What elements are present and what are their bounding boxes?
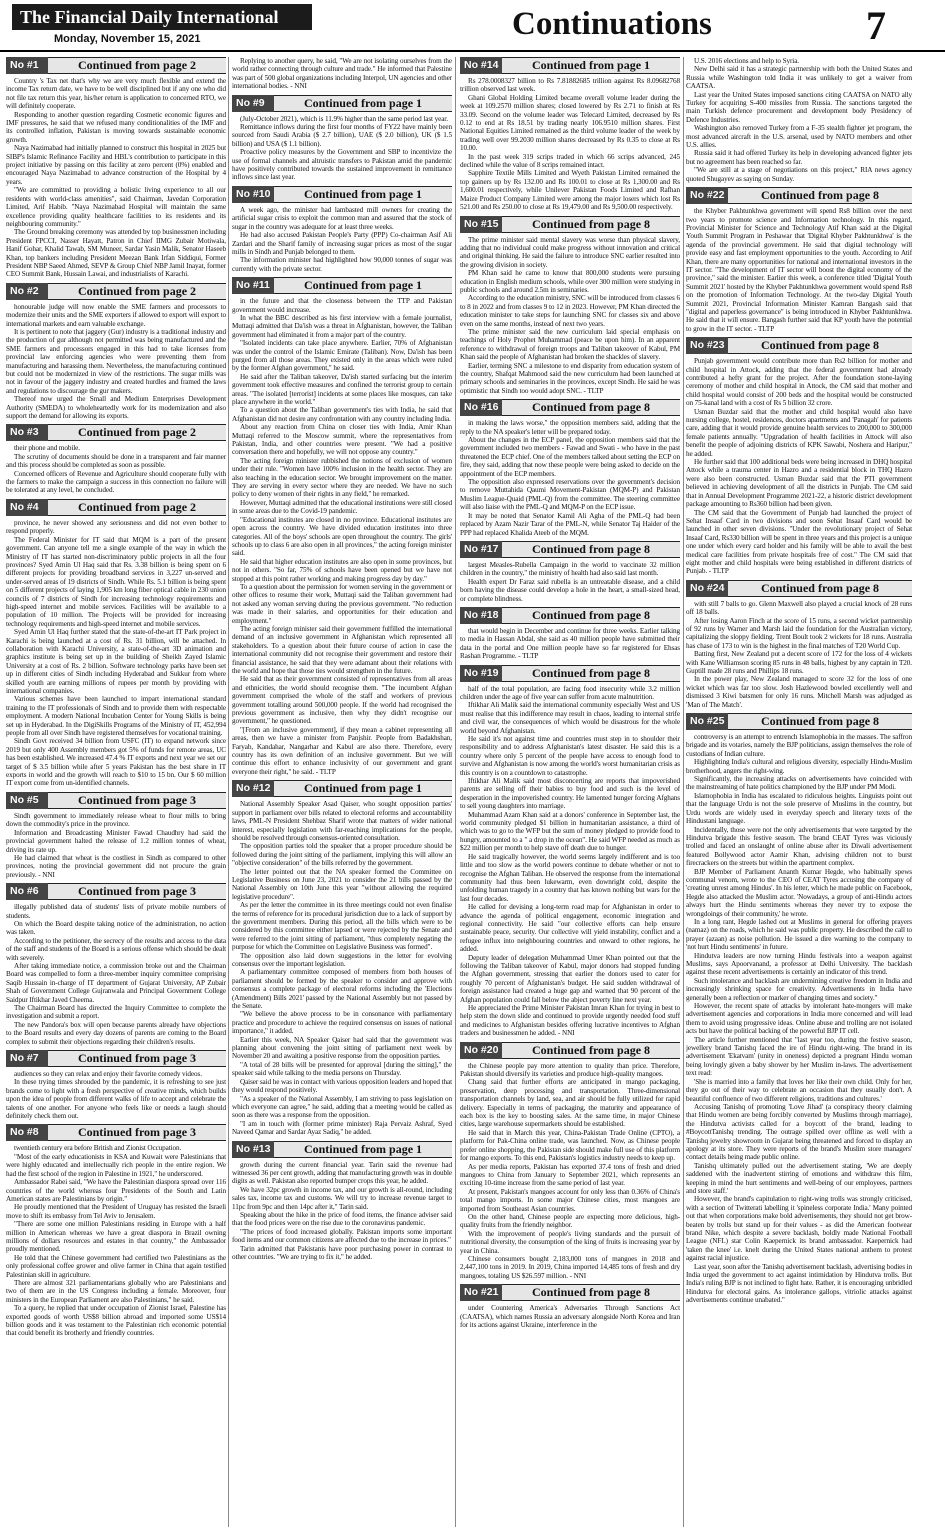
continuation-label: Continued from page 3 xyxy=(77,884,197,899)
continuation-label: Continued from page 3 xyxy=(77,792,197,807)
paragraph: Earlier, terming SNC a milestone to end disparity from education system of the country, Shafqat Mahmood said the new curriculum had been launched at primary schools and seminaries in the provinces, except Sindh. He said he was optimistic that Sindh too would adopt SNC. - TLTP xyxy=(460,361,680,395)
article-number: No #24 xyxy=(686,580,728,597)
paragraph: the Khyber Pakhtunkhwa government will spend Rs8 billion over the next two years to promote science and Information technology. In this regard, Provincial Minister for Science and Technology Atif Khan said at the Digital Youth Summit Program in Peshawar that 'Digital Khyber Pakhtunkhwa' is the agenda of the provincial government. He said that digital technology will provide easy and fast employment opportunities to the youth. According to Atif Khan, there are many opportunities for national and international investors in the IT sector. "The development of IT sector will boost the digital economy of the province," said the minister. Earlier this week, a conference titled 'Digital Youth Summit 2021' hosted by the Khyber Pakhtunkhwa government would spend Rs8 on the promotion of Information Technology. At the two-day Digital Youth Summit 2021, Provincial Information Minister Kamran Bangash said that "digital and paperless governance" is being introduced in Khyber Pakhtunkhwa. He said that it will ensure. Bangash further said that KP youth have the potential to grow in the IT sector. - TLTP xyxy=(686,207,912,333)
article-number: No #12 xyxy=(232,780,274,797)
article-number: No #13 xyxy=(232,1141,274,1158)
article-header xyxy=(6,1050,226,1067)
paragraph: To a question about the Taliban government's ties with India, he said that Afghanistan did not desire any confrontation with any country including India. xyxy=(232,406,452,423)
article-header xyxy=(6,792,226,809)
paragraph: In these trying times shrouded by the pandemic, it is refreshing to see just brands come to light with a fresh perspective of creative minds, which builds upon the idea of people from different walks of life to accept and celebrate the talents of one another. For anyone who feels like or needs a laugh should definitely check them out. xyxy=(6,1078,226,1121)
paragraph: Batting first, New Zealand put a decent score of 172 for the loss of 4 wickets with Kane Williamson scoring 85 runs in 48 balls, highest by any captain in T20. Guptill made 28 runs and Phillips 18 runs. xyxy=(686,650,912,675)
paragraph: Ambassador Rabei said, "We have the Palestinian diaspora spread over 116 countries of the world whereas four Presidents of the South and Latin American states are Palestinians by origin." xyxy=(6,1178,226,1203)
paragraph: However, the recent spate of attacks by intolerant hate-mongers will make advertisement agencies and corporations in India more concerned and will lead them to avoid using progressive ideas. Online abuse and trolling are not isolated acts but have the political backing of the powerful BJP IT cell. xyxy=(686,1002,912,1036)
paragraph: To a question about the permission for women serving in the government or other offices to resume their work, Muttaqi said the Taliban government had not asked any woman serving during the previous government. "No reduction was made in their salaries, and opportunities for their education and employment." xyxy=(232,582,452,625)
paragraph: Syed Amin Ul Haq further stated that the state-of-the-art IT Park project in Karachi is being launched at a cost of Rs. 31 billion, will be attached. In collaboration with Karachi University, a state-of-the-art 3D animation and graphics institute is being set up in the building of Sheikh Zayed Islamic University at a cost of Rs. 2 billion. Software technology parks have been set up in different cities of Sindh including Hyderabad and Sukkur from where skilled youth are earning millions of rupees per month by providing with international companies. xyxy=(6,628,226,695)
paragraph: 'She is married into a family that loves her like their own child. Only for her, they go out of their way to celebrate an occasion that they usually don't. A beautiful confluence of two different religions, traditions and cultures.' xyxy=(686,1077,912,1103)
paragraph: Tanishq ultimately pulled out the advertisement stating, 'We are deeply saddened with the inadvertent stirring of emotions and withdraw this film, keeping in mind the hurt sentiments and well-being of our employees, partners and store staff.' xyxy=(686,1161,912,1195)
article xyxy=(460,1284,680,1329)
paragraph: "The prices of food increased globally. Pakistan imports some important food items and our common citizens are affected due to the increase in prices." xyxy=(232,1227,452,1245)
continuation-label: Continued from page 2 xyxy=(77,499,197,514)
paragraph: The new Pandora's box will open because parents already have objections to the Board results and every day dozens of parents are coming to the Board complex to submit their objections regarding their children's results. xyxy=(6,1020,226,1046)
paragraph: On the other hand, Chinese people are expecting more delicious, high-quality fruits from the friendly neighbor. xyxy=(460,1212,680,1230)
paragraph: Ghani Global Holding Limited became overall volume leader during the week at 109.2570 million shares; closed lowered by Rs 2.71 to finish at Rs 33.09. Second on the volume leader was Telecard Limited, decreased by Rs 0.12 to end at Rs 18.51 by trading nearly 106.9510 million shares. First National Equities Limited remained as the third volume leader of the week by trading well over 99.2030 million shares decreased by Rs 0.35 to close at Rs 10.00. xyxy=(460,93,680,153)
paragraph: that would begin in December and continue for three weeks. Earlier talking to media in Hassan Abdal, she said as 40 million people have submitted their data in the portal and One million people have so far registered for Ehsas Rashan Programme. - TLTP xyxy=(460,626,680,661)
article-header xyxy=(232,1141,452,1158)
article-number: No #9 xyxy=(232,95,274,112)
paragraph: Iftikhar Ali Malik said most disconcerting are reports that impoverished parents are selling off their babies to buy food and such is the level of desperation in the impoverished country. He lamented hunger forcing Afghans to sell young daughters into marriage. xyxy=(460,777,680,811)
paragraph: About the changes in the ECP panel, the opposition members said that the government included two members - Fawad and Swati - who have in the past threatened the ECP chief. One of the members talked about setting the ECP on fire, they said, adding that now these people were being asked to decide on the appointment of the ECP members. xyxy=(460,436,680,478)
article-header xyxy=(232,780,452,797)
issue-date: Monday, November 15, 2021 xyxy=(54,33,201,45)
paragraph: He called for devising a long-term road map for Afghanistan in order to advance the agenda of political engagement, economic integration and regional connectivity. He said "our collective efforts can help ensure sustainable peace, security. Our collective will yield instability, conflict and a refugee influx into neighbouring countries and onward to other regions, he added. xyxy=(460,903,680,954)
paragraph: In the past week 319 scrips traded in which 66 scrips advanced, 245 declined while the value of 8 scrips remained intact. xyxy=(460,152,680,170)
paragraph: It may be noted that Senator Kamil Ali Agha of the PML-Q had been replaced by Azam Nazir Tarar of the PML-N, while Senator Taj Haider of the PPP had replaced Khalida Ateeb of the MQM. xyxy=(460,511,680,537)
column-3 xyxy=(460,57,680,1527)
article-header xyxy=(460,607,680,624)
article xyxy=(460,665,680,1038)
paragraph: On which the Board despite taking notice of the administration, no action was taken. xyxy=(6,919,226,937)
paragraph: Muhammad Azam Khan said at a donors' conference in September last, the world community pledged $1 billion in humanitarian assistance, a third of which was to go to the WFP but the sum of money pledged to provide food to hungry, amounted to a " a drop in the ocean". He said WFP needed as much as $22 million per month to help stave off death due to hunger. xyxy=(460,810,680,853)
paragraph: New Delhi said it has a strategic partnership with both the United States and Russia while Washington told India it was unlikely to get a waiver from CAATSA. xyxy=(686,65,912,91)
column-divider xyxy=(683,57,684,1527)
article-body xyxy=(6,1144,226,1337)
paragraph: "As a speaker of the National Assembly, I am striving to pass legislation on which everyone can agree," he said, adding that a meeting would be called as soon as there was a response from the opposition. xyxy=(232,1094,452,1120)
article-number: No #1 xyxy=(6,57,48,74)
paragraph: The article further mentioned that "last year too, during the festive season, jewellery brand Tanishq faced the ire of Hindu right-wing. The brand in its advertisement 'Ekatvam' (unity in oneness) depicted a pregnant Hindu woman being lovingly given a baby shower by her Muslim in-laws. The advertisement text read: xyxy=(686,1035,912,1078)
article-body xyxy=(6,903,226,1046)
continuation-label: Continued from page 8 xyxy=(760,338,880,353)
article-number: No #3 xyxy=(6,424,48,441)
article-header xyxy=(460,541,680,558)
continuation-label: Continued from page 1 xyxy=(303,1141,423,1156)
paragraph: Washington also removed Turkey from a F-35 stealth fighter jet program, the most advanced aircraft in the U.S. arsenal, used by NATO members and other U.S. allies. xyxy=(686,124,912,150)
article-header xyxy=(6,499,226,516)
article-body xyxy=(6,519,226,788)
paragraph: Highlighting India's cultural and religious diversity, especially Hindu-Muslim brotherhood, angers the right-wing. xyxy=(686,758,912,775)
article xyxy=(6,499,226,788)
masthead xyxy=(0,0,945,52)
article-body xyxy=(232,57,452,91)
continuation-label: Continued from page 1 xyxy=(303,186,423,201)
paragraph: Sindh Govt received 34 billion from USFC (IT) to expand network since 2019 but only 400 Assembly members got 5% of funds for remote areas, UC has been established. We increased 47.4 % IT exports and next year we set our target of $ 3.5 billion while after 5 years Pakistan has the best share in IT exports in world and the growth will reach to $10 to 15 bn. Our $ 60 million IT export come from un-identified channels. xyxy=(6,737,226,788)
paragraph: largest Measles-Rubella Campaign in the world to vaccinate 32 million children in the country," the ministry of health had also said last month. xyxy=(460,560,680,578)
article-header xyxy=(6,424,226,441)
paragraph: Various schemes have been launched to impart international standard training to the IT professionals of Sindh and to provide them with respectable employment. A modern National Incubation Center for Young Skills is being set up in Hyderabad. In the DigiSkills Programs of the Ministry of IT, 452,994 people from all over Sindh have registered themselves for vocational training. xyxy=(6,695,226,738)
article-number: No #17 xyxy=(460,541,502,558)
paragraph: Chinese consumers bought 2,183,000 tons of mangoes in 2018 and 2,447,100 tons in 2019. In 2019, China imported 14,485 tons of fresh and dry mangoes, totaling US $26.597 million. - NNI xyxy=(460,1254,680,1280)
article-number: No #2 xyxy=(6,283,48,300)
article xyxy=(460,607,680,661)
paragraph: It is pertinent to note that jaggery (Gur) industry is a traditional industry and the production of gur although not permitted was being manufactured and the SME farmers and processors engaged in this had to take licenses from provincial law enforcing agencies who were preventing them from manufacturing and harassing them. Nevertheless, the manufacturing continued but could not be modernized in view of the restrictions. The sugar mills was not in favour of the jaggery industry and created hurdles and framed the laws and regulations to discourage the gur makers. xyxy=(6,327,226,395)
article-number: No #8 xyxy=(6,1124,48,1141)
article-header xyxy=(460,1042,680,1059)
continuation-label: Continued from page 8 xyxy=(531,541,651,556)
paragraph: Sapphire Textile Mills Limited and Wyeth Pakistan Limited remained the top gainers up by Rs 132.00 and Rs 100.01 to close at Rs 1,300.00 and Rs 1,600.01 respectively, while Unilever Pakistan Foods Limited and Rafhan Maize Product Company Limited were among the major losers which lost Rs 521.00 and Rs 250.00 to close at Rs 19,479.00 and Rs 9,500.00 respectively. xyxy=(460,169,680,212)
article-number: No #23 xyxy=(686,337,728,354)
paragraph: The prime minister said mental slavery was worse than physical slavery, adding that no individual could make progress without innovation and critical and original thinking. He said the failure to introduce SNC earlier resulted into the growing division in society. xyxy=(460,235,680,269)
continuation-label: Continued from page 8 xyxy=(760,714,880,729)
page-number: 7 xyxy=(866,3,886,48)
paragraph: In a long rant, Hegde lashed out at Muslims in general for offering prayers (namaz) on the roads, which he said was public property. He described the call to prayer (azaan) as noise pollution. He issued a dire warning to the company to 'not hurt Hindu sentiments' in future. xyxy=(686,917,912,952)
article xyxy=(232,780,452,1136)
article-header xyxy=(460,57,680,74)
article-number: No #16 xyxy=(460,399,502,416)
paragraph: Tarin admitted that Pakistanis have poor purchasing power in contrast to other countries. "We are trying to fix it," he added. xyxy=(232,1244,452,1261)
article-header xyxy=(460,665,680,682)
article-header xyxy=(6,1124,226,1141)
article-header xyxy=(232,95,452,112)
article-body xyxy=(460,561,680,603)
article xyxy=(686,713,912,1305)
paragraph: A parliamentary committee composed of members from both houses of parliament should be formed by the speaker to consider and approve with consensus a complete package of electoral reforms including the 'Elections (Amendment) Bills 2021' passed by the National Assembly but not passed by the Senate. xyxy=(232,968,452,1011)
paragraph: "Educational institutes are closed in no province. Educational institutes are open across the country. We have divided education institutes into three categories. All of the boys' schools are open throughout the country. The girls' schools up to class 6 are also open in all provinces," the acting foreign minister said. xyxy=(232,515,452,558)
paragraph: After losing Aaron Finch at the score of 15 runs, a second wicket partnership of 92 runs by Warner and Marsh laid the foundation for the Australian victory, capitalizing the sloppy fielding. Trent Boult took 2 wickets for 18 runs. Australia has chase of 173 to win is the highest in the final matches of T20 World Cup. xyxy=(686,616,912,650)
paragraph: Punjab government would contribute more than Rs2 billion for mother and child hospital in Attock, adding that the federal government had already contributed a hefty grant for the project. After the foundation stone-laying ceremony of mother and child hospital in Attock, the CM said that mother and child hospital would consist of 200 beds and the hospital would be constructed on 75-kanal land with a cost of Rs 5 billion 32 crore. xyxy=(686,357,912,408)
paragraph: Thereof now urged the Small and Medium Enterprises Development Authority (SMEDA) to wholeheartedly work for its modernization and also support the demand for allowing its exports. xyxy=(6,395,226,421)
article-body xyxy=(6,1070,226,1120)
paragraph: However, Muttaqi admitted that the educational institutions were still closed in some areas due to the Covid-19 pandemic. xyxy=(232,498,452,516)
paragraph: A week ago, the minister had lambasted mill owners for creating the artificial sugar crisis to exploit the common man and assured that the stock of sugar in the country was adequate for at least three weeks. xyxy=(232,205,452,231)
paragraph: the Chinese people pay more attention to quality than price. Therefore, Pakistan should diversify its varieties and produce high-quality mangoes. xyxy=(460,1061,680,1079)
article-body xyxy=(232,1161,452,1262)
article-number: No #25 xyxy=(686,713,728,730)
paragraph: Last year, soon after the Tanishq advertisement backlash, advertising bodies in India urged the government to act against intimidation by Hindutva trolls. But India's ruling BJP is not inclined to fight hate. Rather, it is encouraging unbridled Hindutva for electoral gains. As intolerance gallops, vitriolic attacks against advertisements continue unabated." xyxy=(686,1262,912,1305)
article xyxy=(232,95,452,182)
column-1 xyxy=(6,57,226,1527)
article-body xyxy=(686,357,912,576)
article xyxy=(686,187,912,333)
article-body xyxy=(460,685,680,1038)
continuation-label: Continued from page 1 xyxy=(303,278,423,293)
paragraph: Speaking about the hike in the price of food items, the finance adviser said that the food prices were on the rise due to the coronavirus pandemic. xyxy=(232,1210,452,1228)
paragraph: The letter pointed out that the NA speaker formed the Committee on Legislative Business on June 23, 2021 to consider the 21 bills passed by the National Assembly on 10th June this year "without allowing the required legislative procedure". xyxy=(232,867,452,901)
article xyxy=(686,580,912,709)
paragraph: Incidentally, those were not the only advertisements that were targeted by the Hindutva brigade this festive season. The brand CEAT Tyres was viciously trolled and faced an onslaught of online abuse after its Diwali advertisement featured Bollywood actor Aamir Khan, advising children not to burst firecrackers on the streets but within the apartment complex. xyxy=(686,825,912,868)
paragraph: Iftikhar Ali Malik said the international community especially West and US must realise that this indifference may result in chaos, leading to internal strife and civil war, the consequences of which would be disastrous for the whole world beyond Afghanistan. xyxy=(460,701,680,735)
paragraph: "I am in touch with (former prime minister) Raja Pervaiz Ashraf, Syed Naveed Qamar and Sardar Ayaz Sadiq," he added. xyxy=(232,1119,452,1137)
article-body xyxy=(686,733,912,1305)
article xyxy=(6,283,226,421)
paragraph: At present, Pakistan's mangoes account for only less than 0.36% of China's total mango imports. In some major Chinese cities, most mangoes are imported from Southeast Asian countries. xyxy=(460,1187,680,1213)
paragraph: About any reaction from China on closer ties with India, Amir Khan Muttaqi referred to the Moscow summit, where the representatives from Pakistan, India, and other countries were present. "We had a positive conversation there and hopefully, we will not oppose any country." xyxy=(232,423,452,457)
paragraph: However, the brand's capitulation to right-wing trolls was strongly criticised, with a section of Twitterati labelling it 'spineless corporate India.' Many pointed out that when corporations make bold advertisements, they should not get brow-beaten by trolls but stand up for their values - as did the American footwear brand Nike, which despite a severe backlash, boldly made National Football League (NFL) star Colin Kaepernick its brand ambassador. Kaepernick had 'taken the knee' i.e. knelt during the United States national anthem to protest against racial injustice. xyxy=(686,1195,912,1263)
paragraph: illegally published data of students' lists of private mobile numbers of students. xyxy=(6,903,226,920)
paragraph: The scrutiny of documents should be done in a transparent and fair manner and this process should be completed as soon as possible. xyxy=(6,452,226,470)
paragraph: He said that higher education institutes are also open in some provinces, but not in others. "So far, 75% of schools have been opened but we have not stopped at this point rather working and making progress day by day." xyxy=(232,557,452,583)
paragraph: He had claimed that wheat is the costliest in Sindh as compared to other provinces, noting the provincial government did not procure the grain previously. - NNI xyxy=(6,853,226,879)
paragraph: The Ground breaking ceremony was attended by top businessmen including President FPCCI, Nasser Hayatt, Patron in Chief IIMG Zubair Motiwala, Hanif Gohar, Khalid Tawab, SM Muneer, Sardar Yasin Malik, Senator Haseeb Khan, top bankers including President Meezan Bank Irfan Siddiqui, Former President NBP Saeed Ahmed, SEVP & Group Chief NBP Jamil Inayat, former CEO Summit Bank, Hussain Lawai, and industrialists of Karachi. xyxy=(6,228,226,279)
paragraph: He told that the Chinese government had certified two Palestinians as the only professional coffee grower and olive farmer in China that again testified Palestinian skill in agriculture. xyxy=(6,1253,226,1279)
paragraph: The opposition parties told the speaker that a proper procedure should be followed during the joint sitting of the parliament, implying this will allow an "objective consideration" of the bills referred by the government. xyxy=(232,842,452,868)
column-divider xyxy=(455,57,456,1527)
paragraph: "[From an inclusive government], if they mean a cabinet representing all areas, then we have a minister from Panjshir. People from Badakhshan, Faryab, Kandahar, Nangarhar and Kabul are also there. Therefore, every country has its own definition of an inclusive government. But we will continue this effort to enhance inclusivity of our government and grant everyone their right," he said. - TLTP xyxy=(232,725,452,776)
paragraph: U.S. 2016 elections and help to Syria. xyxy=(694,57,799,65)
paragraph: "We are committed to providing a holistic living experience to all our residents with world-class amenities", said Chairman, Javedan Corporation Limited, Arif Habib. "Naya Nazimabad Hospital will maintain the same excellence providing quality healthcare facilities to its residents and its neighbouring community." xyxy=(6,186,226,228)
article-body xyxy=(686,207,912,333)
continuation-label: Continued from page 8 xyxy=(531,400,651,415)
article xyxy=(232,186,452,273)
paragraph: Naya Nazimabad had initially planned to construct this hospital in 2025 but SIBP's Islamic Refinance Facility and HBL's contribution to participate in this project initiative by passing on this facility at zero percent (0%) enabled and encouraged Naya Nazimabad to advance construction of the Hospital by 4 years. xyxy=(6,144,226,186)
paragraph: growth during the current financial year. Tarin said the revenue had witnessed 36 per cent growth, adding that manufacturing growth was in double digits as well. Pakistan also reported bumper crops this year, he added. xyxy=(232,1160,452,1186)
article-number: No #7 xyxy=(6,1050,48,1067)
article xyxy=(6,57,226,279)
paragraph: Such intolerance and backlash are undermining creative freedom in India and increasingly shrinking space for creativity. Advertisements in India have generally been a reflection or marker of changing times and society." xyxy=(686,976,912,1002)
article-number: No #10 xyxy=(232,186,274,203)
paragraph: Information and Broadcasting Minister Fawad Chaudhry had said the provincial government halted the release of 1.2 million tonnes of wheat, driving its rate up. xyxy=(6,828,226,854)
paragraph: half of the total population, are facing food insecurity while 3.2 million children under the age of five year can suffer from acute malnutrition. xyxy=(460,684,680,701)
paragraph: National Assembly Speaker Asad Qaiser, who sought opposition parties' support in parliament over bills related to electoral reforms and accountability laws, PML-N President Shehbaz Sharif wrote that matters of wider national interest, especially legislation with far-reaching implications for the people, should be resolved through consensus-oriented consultation. xyxy=(232,800,452,842)
paragraph: The acting foreign minister said their government fulfilled the international demand of an inclusive government in Afghanistan which represented all stakeholders. To a question about their future course of action in case the international community did not recognise their government and restore their financial assistance, he said that they were adamant about their relations with the world and hope that those ties would strengthen in the future. xyxy=(232,624,452,675)
continuation-label: Continued from page 3 xyxy=(77,1125,197,1140)
paragraph: BJP Member of Parliament Ananth Kumar Hegde, who habitually spews communal venom, wrote to the CEO of CEAT Tyres accusing the company of 'creating unrest among Hindus'. In his letter, which he made public on Facebook, Hegde also attacked the Muslim actor. 'Nowadays, a group of anti-Hindu actors always hurt the Hindu sentiments whereas they never try to expose the wrongdoings of their community,' he wrote. xyxy=(686,867,912,918)
paragraph: honourable judge will now enable the SME farmers and processors to modernize their units and the SME exporters if allowed to export will export to international markets and earn valuable exchange. xyxy=(6,302,226,328)
paragraph: twentieth century era before British and Zionist Occupation. xyxy=(14,1144,182,1153)
continuation-label: Continued from page 2 xyxy=(77,283,197,298)
paragraph: (July-October 2021), which is 11.9% higher than the same period last year. xyxy=(240,114,448,123)
paragraph: The prime minister said the new curriculum laid special emphasis on teachings of Holy Prophet Muhammad (peace be upon him). In an apparent reference to withdrawal of foreign troops and Taliban takeover of Kabul, PM Khan said the people of Afghanistan had broken the shackles of slavery. xyxy=(460,327,680,362)
paragraph: There are almost 321 parliamentarians globally who are Palestinians and two of them are in the US Congress including a female. Moreover, four ministers in the European Parliament are also Palestinians," he said. xyxy=(6,1278,226,1304)
paragraph: PM Khan said he came to know that 800,000 students were pursuing education in English medium schools, while over 300 million were studying in public schools and around 2.5m in seminaries. xyxy=(460,269,680,294)
paragraph: Hindutva leaders are now turning Hindu festivals into a weapon against Muslims, says Apoorvanand, a professor at Delhi University. The backlash against these recent advertisements is certainly an indicator of this trend. xyxy=(686,951,912,977)
paragraph: Replying to another query, he said, "We are not isolating ourselves from the world rather connecting through culture and trade." He informed that Palestine was part of 500 global organizations including Interpol, UN agencies and other international bodies. - NNI xyxy=(232,57,452,91)
paragraph: The Chairman Board has directed the Inquiry Committee to complete the investigation and submit a report. xyxy=(6,1004,226,1021)
article-number: No #19 xyxy=(460,665,502,682)
paragraph: Earlier this week, NA Speaker Qaiser had said that the government was planning about convening the joint sitting of parliament next week by November 20 and awaiting a positive response from the opposition parties. xyxy=(232,1035,452,1061)
paragraph: With the improvement of people's living standards and the pursuit of nutritional diversity, the consumption of the king of fruits is increasing year by year in China. xyxy=(460,1229,680,1255)
continuation-label: Continued from page 1 xyxy=(303,781,423,796)
paragraph: with still 7 balls to go. Glenn Maxwell also played a crucial knock of 28 runs off 18 balls. xyxy=(686,599,912,617)
article-body xyxy=(460,1062,680,1281)
article xyxy=(460,541,680,603)
paragraph: He said tragically however, the world seems largely indifferent and is too little and too slow as the world powers continue to debate whether or not to recognise the Afghan Taliban. He observed the response from the international community had thus been lukewarm, even downright cold, despite the unfolding human tragedy in a country that has known nothing but wars for the last four decades. xyxy=(460,852,680,903)
article-header xyxy=(232,277,452,294)
continuation-label: Continued from page 8 xyxy=(760,580,880,595)
paragraph: "There are some one million Palestinians residing in Europe with a half million in American whereas we have a great diaspora in Brazil owning millions of dollars resources and estates in that country," the Ambassador proudly mentioned. xyxy=(6,1220,226,1254)
article-body xyxy=(232,115,452,182)
paragraph: Russia said it had offered Turkey its help in developing advanced fighter jets but no agreement has been reached so far. xyxy=(686,149,912,166)
article xyxy=(460,399,680,537)
article xyxy=(6,883,226,1046)
paragraph: He said that in March this year, China-Pakistan Trade Online (CPTO), a platform for Pak-China online trade, was launched. Now, as Chinese people prefer online shopping, the Pakistan side should make full use of this platform for mango exports. To this end, Pakistan's logistics industry needs to keep up. xyxy=(460,1128,680,1163)
article-number: No #11 xyxy=(232,277,274,294)
continuation-label: Continued from page 8 xyxy=(531,1042,651,1057)
article-number: No #15 xyxy=(460,216,502,233)
newspaper-name: The Financial Daily International xyxy=(12,4,312,30)
paragraph: in making the laws worse," the opposition members said, adding that the reply to the NA speaker's letter will be prepared today. xyxy=(460,419,680,436)
article-body xyxy=(6,444,226,494)
article xyxy=(460,57,680,212)
article-number: No #20 xyxy=(460,1042,502,1059)
article xyxy=(460,216,680,396)
article xyxy=(686,337,912,576)
article xyxy=(232,1141,452,1262)
continuation-label: Continued from page 8 xyxy=(760,188,880,203)
paragraph: The CM said that the Government of Punjab had launched the project of Sehat Insaaf Card in two divisions and soon Sehat Insaaf Card would be launched in other seven divisions. "Under the revolutionary project of Sehat Insaaf Card, Rs330 billion will be spent in three years and this project is a unique one under which every card holder and his family will be able to avail the best medical care facilities from private hospitals free of cost." The CM said that eight mother and child hospitals were being established in different districts of Punjab. - TLTP xyxy=(686,508,912,576)
article-header xyxy=(6,57,226,74)
article xyxy=(686,57,912,183)
paragraph: The acting foreign minister rubbished the notions of exclusion of women under their rule. "Women have 100% inclusion in the health sector. They are also teaching in the education sector. We brought improvement on the matter. They are serving in every sector where they are needed. We have no such policy to deny women of their rights in any field," he remarked. xyxy=(232,456,452,499)
paragraph: "Most of the early educationists in KSA and Kuwait were Palestinians that were highly educated and intellectually rich people in the entire region. We had the first school of the region in Palestine in 1921," he underscored. xyxy=(6,1152,226,1178)
paragraph: To a query, he replied that under occupation of Zionist Israel, Palestine has exported goods of worth US$8 billion abroad and imported some US$14 billion goods and it was testament to the Palestinian rich economic potential that could benefit its brotherly and friendly countries. xyxy=(6,1304,226,1338)
continuation-label: Continued from page 2 xyxy=(77,425,197,440)
article-number: No #14 xyxy=(460,57,502,74)
article-header xyxy=(686,337,912,354)
article-header xyxy=(460,399,680,416)
article-number: No #18 xyxy=(460,607,502,624)
paragraph: After taking immediate notice, a commission broke out and the Chairman Board was compelled to form a three-member inquiry committee comprising Saqib Hussain in-charge of IT department of Gujarat University, AP Zubair Shah of Government College Gujranwala and Principal Government College Saidpur Iftikhar Javed Cheema. xyxy=(6,961,226,1004)
article-body xyxy=(232,206,452,273)
article-number: No #5 xyxy=(6,792,48,809)
paragraph: The information minister had highlighted how 90,000 tonnes of sugar was currently with the private sector. xyxy=(232,256,452,273)
paragraph: Usman Buzdar said that the mother and child hospital would also have nursing college, hostel, residences, doctors apartments and 'Panagah' for patients care, adding that it would provide genuine health services to 200,000 to 300,000 female patients annually. "Upgradation of health facilities in Attock will also benefit the people of adjoining districts of KPK Sawabi, Noshera and Haripur," he added. xyxy=(686,407,912,458)
article-header xyxy=(460,216,680,233)
paragraph: According to the petitioner, the secrecy of the results and access to the data of the staff and students of the Board is a serious offense which should be dealt with severely. xyxy=(6,936,226,962)
paragraph: audiences so they can relax and enjoy their favorite comedy videos. xyxy=(14,1070,202,1079)
paragraph: Health expert Dr Faraz said rubella is an untreatable disease, and a child born having the disease could develop a hole in the heart, a small-sized head, or complete blindness. xyxy=(460,577,680,603)
paragraph: He had also accused Pakistan People's Party (PPP) Co-chairman Asif Ali Zardari and the Sharif family of increasing sugar prices as most of the sugar mills in Sindh and Punjab belonged to them. xyxy=(232,231,452,256)
paragraph: Significantly, the increasing attacks on advertisements have coincided with the mainstreaming of hate politics championed by the BJP under PM Modi. xyxy=(686,775,912,792)
paragraph: Concerned officers of Revenue and Agriculture should cooperate fully with the farmers to make the campaign a success in this connection no failure will be tolerated at any level, he concluded. xyxy=(6,469,226,495)
paragraph: Islamophobia in India has escalated to ridiculous heights. Linguists point out that the language Urdu is not the sole preserve of Muslims in the country, but Urdu words are widely used in everyday speech and literary texts of the Hindustani language. xyxy=(686,791,912,826)
article-header xyxy=(6,883,226,900)
paragraph: He said that as their government consisted of representatives from all areas and ethnicities, the world should recognise them. "The incumbent Afghan government comprised the whole of the staff and workers of previous government totalling around 500,000 people. If the world had recognised the previous government as inclusive, then why they didn't recognise our government," he questioned. xyxy=(232,675,452,726)
paragraph: in the future and that the closeness between the TTP and Pakistan government would increase. xyxy=(232,297,452,314)
paragraph: He proudly mentioned that the President of Uruguay has resisted the Israeli move to shift its embassy from Tel Aviv to Jerusalem. xyxy=(6,1203,226,1220)
article xyxy=(460,1042,680,1281)
article xyxy=(232,57,452,91)
paragraph: The opposition also expressed reservations over the government's decision to remove Muttahida Qaumi Movement-Pakistan (MQM-P) and Pakistan Muslim League-Quaid (PML-Q) from the committee. The steering committee will also liaise with the PML-Q and MQM-P on the ECP issue. xyxy=(460,478,680,512)
paragraph: Remittance inflows during the first four months of FY22 have mainly been sourced from Saudi Arabia ($ 2.7 billion), UAE ($ 2.0 billion), UK ($ 1.5 billion) and USA ($ 1.1 billion). xyxy=(232,123,452,148)
continuation-label: Continued from page 1 xyxy=(531,58,651,72)
continuation-label: Continued from page 3 xyxy=(77,1051,197,1066)
article xyxy=(6,1124,226,1337)
paragraph: their phone and mobile. xyxy=(14,444,80,453)
paragraph: Country 's Tax net that's why we are very much flexible and extend the income Tax return date, we have to be well disciplined but if any one who did not file tax return this year, his/her return is application to concerned RTO, we will definitely cooperate. xyxy=(6,77,226,111)
article-header xyxy=(6,283,226,300)
article-body xyxy=(6,812,226,879)
article-number: No #6 xyxy=(6,883,48,900)
article-body xyxy=(460,627,680,661)
paragraph: Rs 278.0008327 billion to Rs 7.81882685 trillion against Rs 8.09682768 trillion observed last week. xyxy=(460,77,680,94)
article-header xyxy=(686,580,912,597)
paragraph: In what the BBC described as his first interview with a female journalist, Muttaqi admitted that Da'ish was a threat in Afghanistan, however, the Taliban government had eliminated it from a major part of the country. xyxy=(232,313,452,339)
paragraph: We have 32pc growth in income tax, and our growth is all-round, including sales tax, income tax and customs. We will try to increase revenue target to 11pc from 9pc and then 14pc after it," Tarin said. xyxy=(232,1185,452,1211)
paragraph: Qaiser said he was in contact with various opposition leaders and hoped that they would respond positively. xyxy=(232,1077,452,1095)
article-header xyxy=(686,713,912,730)
paragraph: controversy is an attempt to entrench Islamophobia in the masses. The saffron brigade and its votaries, namely the BJP politicians, assign themselves the role of custodians of Indian culture. xyxy=(686,733,912,758)
paragraph: As per the letter the committee in its three meetings could not even finalise the terms of reference for its procedural jurisdiction due to a lack of support by the government members. During this period, all the bills which were to be considered by this committee either lapsed or were rejected by the Senate and were referred to the joint sitting of parliament, "thus completely negating the purpose for which the Committee on Legislative Business was formed". xyxy=(232,901,452,952)
article-body xyxy=(460,1304,680,1329)
paragraph: The Federal Minister for IT said that MQM is a part of the present government. Can anyone tell me a single example of the way in which the Ministry of IT has started non-discriminatory public projects in all the four provinces? Syed Amin Ul Haq said that Rs. 3.38 billion is being spent on 6 different projects for providing broadband services in 3,227 un-served and under-served areas of 19 districts of Sindh. While Rs. 5.1 billion is being spent on 5 different projects of laying 1,905 km long fiber optical cable in 230 union councils of 7 districts of Sindh for increasing technology requirements and high-speed internet and mobile services. Facilities will be available to a population of 10 million. The Projects will be provided for increasing technology requirements and high-speed internet and mobile services. xyxy=(6,535,226,628)
paragraph: He appreciated the Prime Minister Pakistan Imran Khan for trying in best to help stem the down slide and continued to provide urgently needed food stuff and medicines to Afghanistan besides offering lucrative incentives to Afghan traders and businessmen he added. - NNI xyxy=(460,1004,680,1038)
paragraph: Chang said that further efforts are anticipated in mango packaging, preservation, deep processing and transportation. Three-dimensional transportation channels by land, sea, and air should be fully utilized for rapid delivery. Especially in terms of packaging, the maturity and appearance of each box is the key to boosting sales. At the same time, in major Chinese cities, large warehouse supermarkets should be established. xyxy=(460,1078,680,1129)
paragraph: Deputy leader of delegation Muhammad Umer Khan pointed out that the following the Taliban takeover of Kabul, major donors had stopped funding the Afghan government, stressing that earlier the donors used to cater for roughly 70 percent of Afghanistan's budget. He said sudden withdrawal of foreign assistance had created a huge gap and warned that 90 percent of the Afghan population could fall below the abject poverty line next year. xyxy=(460,953,680,1004)
article-number: No #22 xyxy=(686,187,728,204)
paragraph: In the power play, New Zealand managed to score 32 for the loss of one wicket which was far too slow. Josh Hazlewood bowled excellently well and dismissed 3 Kiwi batsmen for only 16 runs. Mitchell Marsh was adjudged as 'Man of The Match'. xyxy=(686,675,912,709)
paragraph: As per media reports, Pakistan has exported 37.4 tons of fresh and dried mangoes to China from January to September 2021, which represents an exciting 10-time increase from the same period of last year. xyxy=(460,1162,680,1188)
paragraph: "We are still at a stage of negotiations on this project," RIA news agency quoted Shugayev as saying on Sunday. xyxy=(686,166,912,183)
paragraph: He said after the Taliban takeover, Da'ish started surfacing but the interim government took effective measures and confined the terrorist group to certain areas. "The isolated [terrorist] incidents at some places like mosques, can take place anywhere in the world." xyxy=(232,372,452,406)
article-header xyxy=(686,187,912,204)
paragraph: "Isolated incidents can take place anywhere. Earlier, 70% of Afghanistan was under the control of the Islamic Emirate (Taliban). Now, Da'ish has been purged from all those areas. They existed only in the areas which were ruled by the former Afghan government," he said. xyxy=(232,339,452,373)
column-2 xyxy=(232,57,452,1527)
paragraph: "We believe the above process to be in consonance with parliamentary practice and procedure to achieve the required consensus on issues of national importance," it added. xyxy=(232,1010,452,1036)
continuation-label: Continued from page 8 xyxy=(531,665,651,680)
article-body xyxy=(460,77,680,212)
article xyxy=(6,792,226,879)
paragraph: Responding to another question regarding Cosmetic economic figures and IMF pressures, he said that we refused many conditionalities of the IMF and its controlled inflation, Pakistan is moving towards sustainable economic growth. xyxy=(6,110,226,144)
paragraph: Last year the United States imposed sanctions citing CAATSA on NATO ally Turkey for acquiring S-400 missiles from Russia. The sanctions targeted the main Turkish defence procurement and development body Presidency of Defence Industries. xyxy=(686,90,912,124)
column-divider xyxy=(228,57,229,1527)
paragraph: He said it's not against time and countries must step in to shoulder their responsibility and to address Afghanistan's latest disaster. He said this is a country where only 5 percent of the people have access to enough food to survive and Afghanistan is now among the world's worst humanitarian crisis as this country is on a countdown to catastrophe. xyxy=(460,735,680,777)
article-body xyxy=(6,77,226,279)
article-number: No #21 xyxy=(460,1284,502,1301)
paragraph: Proactive policy measures by the Government and SBP to incentivize the use of formal channels and altruistic transfers to Pakistan amid the pandemic have positively contributed towards the sustained improvement in remittance inflows since last year. xyxy=(232,148,452,182)
article-body xyxy=(6,303,226,421)
paragraph: The opposition also laid down suggestions in the letter for evolving consensus over the important legislation. xyxy=(232,951,452,968)
continuation-label: Continued from page 8 xyxy=(531,216,651,231)
paragraph: under Countering America's Adversaries Through Sanctions Act (CAATSA), which names Russia an adversary alongside North Korea and Iran for its actions against Ukraine, interference in the xyxy=(460,1304,680,1329)
continuation-label: Continued from page 1 xyxy=(303,95,423,110)
article xyxy=(6,424,226,494)
article xyxy=(6,1050,226,1120)
continuation-label: Continued from page 8 xyxy=(531,1285,651,1300)
paragraph: province, he never showed any seriousness and did not even bother to respond properly. xyxy=(6,518,226,536)
article-header xyxy=(460,1284,680,1301)
article-header xyxy=(232,186,452,203)
paragraph: Accusing Tanishq of promoting 'Love Jihad' (a conspiracy theory claiming that Hindu women are being forcibly converted by Muslims through marriage), the Hindutva activists called for a boycott of the brand, leading to #BoycottTanishq trending. The outrage spilled over offline as well with a Tanishq jewelry showroom in Gujarat being threatened and forced to display an apology at its store. They were reports of the brand's Muslim store managers' contact details being made public online. xyxy=(686,1102,912,1162)
article-body xyxy=(460,419,680,537)
article-number: No #4 xyxy=(6,499,48,516)
article xyxy=(232,277,452,776)
article-body xyxy=(686,57,912,183)
paragraph: He further said that 100 additional beds were being increased in DHQ hospital Attock while a trauma center in Hazro and a residential block in THQ Hazro were also been constructed. Usman Buzdar said that the PTI government believed in achieving development of all the districts in Punjab. The CM said that in Annual Development Programme 2021-22, a historic district development package amounting to Rs360 billion had been given. xyxy=(686,458,912,509)
article-body xyxy=(460,236,680,396)
continuation-label: Continued from page 2 xyxy=(77,58,197,72)
article-body xyxy=(686,600,912,709)
paragraph: According to the education ministry, SNC will be introduced from classes 6 to 8 in 2022 and from classes 9 to 12 in 2023. However, PM Khan directed the education minister to take steps for launching SNC for classes six and above even on the same months, instead of next two years. xyxy=(460,294,680,328)
paragraph: "A total of 28 bills will be presented for approval [during the sitting]," the speaker said while talking to the media persons on Thursday. xyxy=(232,1060,452,1078)
continuation-label: Continued from page 8 xyxy=(531,607,651,622)
article-body xyxy=(232,800,452,1136)
section-title: Continuations xyxy=(512,6,712,42)
article-body xyxy=(232,297,452,776)
paragraph: Sindh government to immediately release wheat to flour mills to bring down the commodity's price in the province. xyxy=(6,811,226,829)
column-4 xyxy=(686,57,912,1527)
